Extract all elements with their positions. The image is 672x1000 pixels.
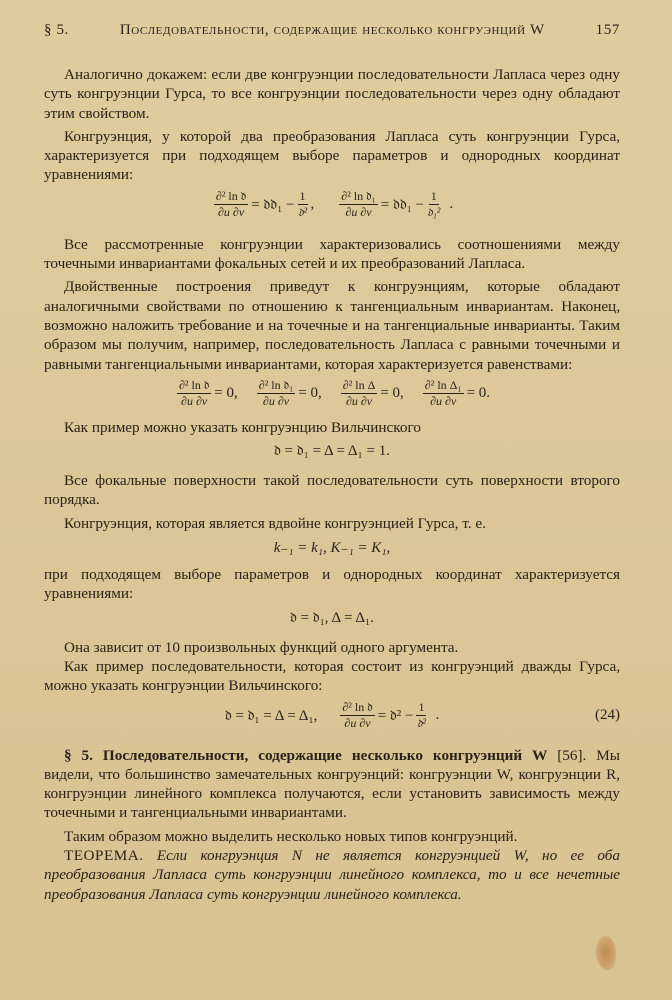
fraction-3 <box>339 190 378 219</box>
fraction-denominator: 𝔡₁² <box>427 205 441 220</box>
fraction-numerator: 1 <box>430 189 437 204</box>
header-title: Последовательности, содержащие несколько конгруэнций W <box>119 22 545 38</box>
equation-end: . <box>449 196 454 213</box>
equation-6 <box>44 696 620 736</box>
equation-text: = 0. <box>466 385 491 402</box>
paragraph-9: Она зависит от 10 произвольных функций одного аргумента. <box>64 638 459 656</box>
equation-text: = 0, <box>380 385 404 402</box>
paragraph-3: Все рассмотренные конгруэнции характеризовались соотношениями между точечными инвариантами фокальных сетей и их преобразований Лапласа. <box>44 235 620 273</box>
fraction-4 <box>423 379 464 408</box>
fraction-numerator: 1 <box>299 189 306 204</box>
equation-text: = 0, <box>214 385 238 402</box>
equation-end: . <box>435 707 440 724</box>
equation-text: k₋₁ = k₁, K₋₁ = K₁, <box>273 539 391 556</box>
theorem <box>44 846 620 904</box>
fraction-denominator: 𝔡² <box>416 716 426 731</box>
fraction-numerator: ∂² ln 𝔡 <box>178 378 210 393</box>
equation-5 <box>44 604 620 632</box>
paragraph-6: Все фокальные поверхности такой последовательности суть поверхности второго порядка. <box>44 472 620 509</box>
theorem-label: ТЕОРЕМА. <box>64 847 144 865</box>
equation-number: (24) <box>595 707 620 724</box>
paragraph-1: Аналогично докажем: если две конгруэнции последовательности Лапласа через одну суть конгруэнции Гурса, то все конгруэнции последовательности через одну обладают этим свойством. <box>44 66 620 122</box>
fraction-2 <box>416 701 426 730</box>
paragraph-2: Конгруэнция, у которой два преобразования Лапласа суть конгруэнции Гурса, характеризуется при подходящем выборе параметров и однородных координат уравнениями: <box>44 127 620 184</box>
paragraph-5: Как пример можно указать конгруэнцию Вильчинского <box>64 418 421 436</box>
fraction-denominator: ∂u ∂v <box>262 394 290 409</box>
equation-text: = 𝔡² − <box>377 707 414 724</box>
equation-separator: , <box>310 196 315 213</box>
fraction-denominator: ∂u ∂v <box>181 394 208 409</box>
section-body: [56]. Мы видели, что большинство замечательных конгруэнций: конгруэнции W, конгруэнции R, конгруэнции линейного комплекса получаются, если установить зависимость между точечными и тангенциальными инвариантами. <box>44 746 621 822</box>
equation-3 <box>44 437 620 465</box>
fraction-denominator: ∂u ∂v <box>345 205 372 220</box>
fraction-numerator: ∂² ln 𝔡 <box>215 189 247 204</box>
equation-text: = 0, <box>298 385 322 402</box>
section-heading: § 5. Последовательности, содержащие несколько конгруэнций W <box>64 746 548 764</box>
fraction-numerator: ∂² ln Δ <box>342 378 376 393</box>
fraction-1 <box>177 379 211 408</box>
equation-text: 𝔡 = 𝔡₁ = Δ = Δ₁, <box>224 707 318 724</box>
paragraph-12: Таким образом можно выделить несколько новых типов конгруэнций. <box>64 827 518 845</box>
equation-text: 𝔡 = 𝔡₁ = Δ = Δ₁ = 1. <box>273 443 390 460</box>
paragraph-10: Как пример последовательности, которая состоит из конгруэнций дважды Гурса, можно указать конгруэнции Вильчинского: <box>44 657 620 695</box>
equation-1 <box>44 185 620 225</box>
section-paragraph <box>44 746 620 823</box>
fraction-numerator: 1 <box>418 700 425 715</box>
theorem-text: Если конгруэнция N не является конгруэнцией W, но ее оба преобразования Лапласа суть конгруэнции линейного комплекса, то и все нечетные преобразования Лапласа суть конгруэнции линейного комплекса. <box>44 847 621 903</box>
fraction-denominator: ∂u ∂v <box>430 394 457 409</box>
paragraph-4: Двойственные построения приведут к конгруэнциям, которые обладают аналогичными свойствами по отношению к тангенциальным инвариантам. Наконец, возможно наложить требование и на точечные и на тангенциальные инварианты. Таким образом мы получим, например, последовательность Лапласа с равными точечными и равными тангенциальными инвариантами, которая характеризуется равенствами: <box>44 278 620 373</box>
fraction-denominator: 𝔡² <box>298 205 308 220</box>
equation-4 <box>44 533 620 561</box>
fraction-1 <box>340 701 374 730</box>
equation-2 <box>44 374 620 414</box>
fraction-denominator: ∂u ∂v <box>217 205 245 220</box>
fraction-denominator: ∂u ∂v <box>344 716 371 731</box>
fraction-2 <box>257 379 296 408</box>
fraction-4 <box>427 190 440 219</box>
fraction-numerator: ∂² ln 𝔡₁ <box>258 378 294 393</box>
page-number: 157 <box>595 22 620 38</box>
fraction-numerator: ∂² ln 𝔡₁ <box>341 189 376 204</box>
header-section-number: § 5. <box>44 22 69 38</box>
running-header <box>44 22 620 39</box>
fraction-1 <box>214 190 248 219</box>
fraction-denominator: ∂u ∂v <box>345 394 373 409</box>
fraction-numerator: ∂² ln Δ₁ <box>424 378 462 393</box>
equation-text: = 𝔡𝔡₁ − <box>380 196 425 213</box>
paragraph-7: Конгруэнция, которая является вдвойне конгруэнцией Гурса, т. е. <box>64 514 486 532</box>
fraction-numerator: ∂² ln 𝔡 <box>342 700 373 715</box>
equation-text: = 𝔡𝔡₁ − <box>251 196 295 213</box>
paper-stain <box>596 936 616 970</box>
fraction-3 <box>341 379 378 408</box>
paragraph-8: при подходящем выборе параметров и однородных координат характеризуется уравнениями: <box>44 566 620 603</box>
equation-text: 𝔡 = 𝔡₁, Δ = Δ₁. <box>289 609 375 626</box>
fraction-2 <box>298 190 308 219</box>
